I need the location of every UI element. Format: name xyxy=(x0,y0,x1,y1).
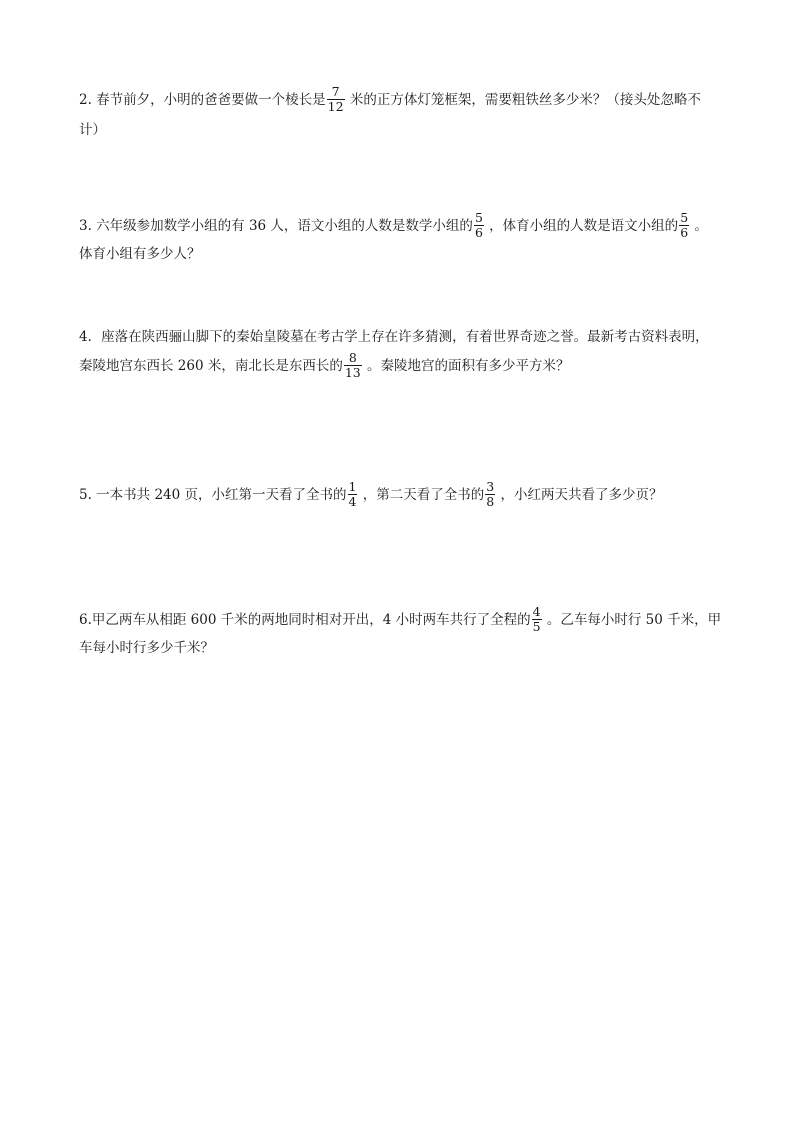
question-6-line-2 xyxy=(79,639,214,657)
question-4-text-before: 秦陵地宫东西长 260 米，南北长是东西长的 xyxy=(79,358,343,374)
question-2-text-continued: 计） xyxy=(79,122,106,138)
question-2-text-before: 2. 春节前夕，小明的爸爸要做一个棱长是 xyxy=(79,92,326,108)
question-3-text-before: 3. 六年级参加数学小组的有 36 人，语文小组的人数是数学小组的 xyxy=(79,218,473,234)
fraction-5-6 xyxy=(679,211,689,240)
question-3-line-2 xyxy=(79,245,201,263)
question-4-line-2 xyxy=(79,352,570,381)
question-2-text-after: 米的正方体灯笼框架，需要粗铁丝多少米？（接头处忽略不 xyxy=(345,92,701,108)
fraction-8-13 xyxy=(344,351,362,380)
fraction-numerator: 1 xyxy=(348,479,357,494)
fraction-numerator: 3 xyxy=(486,479,495,494)
question-4-text-after: 。秦陵地宫的面积有多少平方米？ xyxy=(362,358,570,374)
question-4-line-1 xyxy=(79,328,709,346)
question-4-text: 4．座落在陕西骊山脚下的秦始皇陵墓在考古学上存在许多猜测，有着世界奇迹之誉。最新考古资料表明， xyxy=(79,329,709,345)
question-2-line-1 xyxy=(79,86,701,115)
question-6-text-continued: 车每小时行多少千米？ xyxy=(79,640,214,656)
fraction-denominator: 5 xyxy=(532,619,541,634)
fraction-numerator: 8 xyxy=(344,351,362,366)
question-5-text-middle: ，第二天看了全书的 xyxy=(358,487,485,503)
question-3-text-continued: 体育小组有多少人？ xyxy=(79,246,201,262)
question-6-text-after: 。乙车每小时行 50 千米，甲 xyxy=(542,612,722,628)
question-6-line-1 xyxy=(79,606,721,635)
fraction-5-6 xyxy=(474,211,484,240)
fraction-denominator: 6 xyxy=(680,225,689,240)
fraction-3-8 xyxy=(485,480,495,509)
fraction-denominator: 4 xyxy=(348,494,357,509)
fraction-numerator: 7 xyxy=(327,85,345,100)
question-3-line-1 xyxy=(79,212,708,241)
question-3-text-middle: ，体育小组的人数是语文小组的 xyxy=(484,218,679,234)
fraction-4-5 xyxy=(532,605,542,634)
fraction-denominator: 13 xyxy=(344,365,361,380)
fraction-denominator: 8 xyxy=(486,494,495,509)
fraction-numerator: 5 xyxy=(474,210,483,225)
question-3-text-after: 。 xyxy=(690,218,708,234)
fraction-denominator: 6 xyxy=(474,225,483,240)
fraction-7-12 xyxy=(327,85,345,114)
fraction-numerator: 4 xyxy=(532,604,541,619)
fraction-denominator: 12 xyxy=(327,99,344,114)
question-5-line-1 xyxy=(79,481,663,510)
question-5-text-after: ，小红两天共看了多少页？ xyxy=(496,487,663,503)
question-5-text-before: 5. 一本书共 240 页，小红第一天看了全书的 xyxy=(79,487,347,503)
fraction-1-4 xyxy=(348,480,358,509)
question-6-text-before: 6.甲乙两车从相距 600 千米的两地同时相对开出，4 小时两车共行了全程的 xyxy=(79,612,531,628)
question-2-line-2 xyxy=(79,121,106,139)
fraction-numerator: 5 xyxy=(680,210,689,225)
